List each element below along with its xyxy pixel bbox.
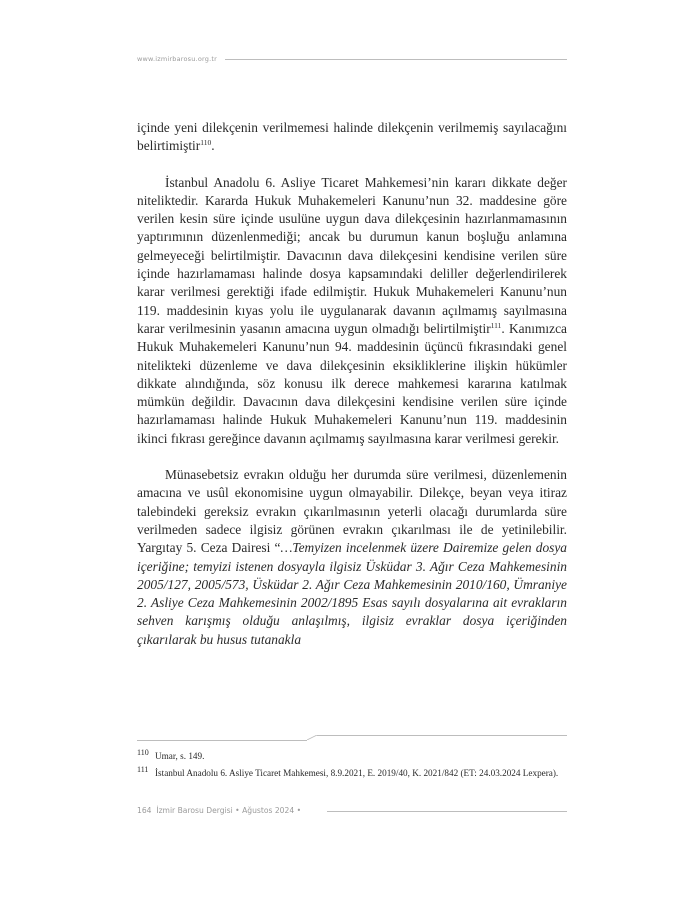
footer-text: 164 İzmir Barosu Dergisi • Ağustos 2024 • [137, 806, 302, 815]
paragraph-tail: . Kanımızca Hukuk Muhakemeleri Kanunu’nun 94. maddesinin üçüncü fıkrasındaki genel nitelikteki düzenleme ve dava dilekçesinin eksikliklerine ilişkin hükümler dikkate alındığında, söz konusu ilk derece mahkemesi kararına katılmak mümkün değildir. Davacının dava dilekçesini kendisine verilen süre içinde hazırlamaması halinde Hukuk Muhakemeleri Kanunu’nun 119. maddesinin ikinci fıkrası gereğince davanın açılmamış sayılmasına karar verilmesi gerekir. [137, 320, 567, 446]
paragraph-tail: . [211, 138, 215, 154]
page-footer [137, 805, 567, 819]
paragraph-2 [137, 174, 567, 448]
footnote-text: İstanbul Anadolu 6. Asliye Ticaret Mahkemesi, 8.9.2021, E. 2019/40, K. 2021/842 (ET: 24.03.2024 Lexpera). [155, 767, 559, 778]
court-quote: …Temyizen incelenmek üzere Dairemize gelen dosya içeriğine; temyizi istenen dosyayla ilgisiz Üsküdar 3. Ağır Ceza Mahkemesinin 2005/127, 2005/573, Üsküdar 2. Ağır Ceza Mahkemesinin 2010/160, Ümraniye 2. Asliye Ceza Mahkemesinin 2002/1895 Esas sayılı dosyalarına ait evrakların sehven karışmış olduğu anlaşılmış, ilgisiz evraklar dosya içeriğinden çıkarılarak bu husus tutanakla [137, 540, 567, 647]
paragraph-text: içinde yeni dilekçenin verilmemesi halinde dilekçenin verilmemiş sayılacağını belirtimiştir [137, 120, 567, 154]
paragraph-text: İstanbul Anadolu 6. Asliye Ticaret Mahkemesi’nin kararı dikkate değer niteliktedir. Kararda Hukuk Muhakemeleri Kanunu’nun 32. maddesine göre verilen kesin süre içinde usulüne uygun dava dilekçesinin hazırlanmamasının yaptırımının düzenlenmediği; ancak bu durumun kanun boşluğu anlamına gelmeyeceği belirtilmiştir. Davacının dava dilekçesini kendisine verilen süre içinde hazırlamaması halinde dosya kapsamındaki deliller değerlendirilerek karar verilmesi gerektiği ifade edilmiştir. Hukuk Muhakemeleri Kanunu’nun 119. maddesinin kıyas yolu ile uygulanarak davanın açılmamış sayılmasına karar verilmesinin yasanın amacına uygun olmadığı belirtilmiştir [137, 174, 567, 336]
paragraph-text: Münasebetsiz evrakın olduğu her durumda süre verilmesi, düzenlemenin amacına ve usûl ekonomisine uygun olmayabilir. Dilekçe, beyan veya itiraz talebindeki gereksiz evrakın çıkarılmasının yeterli olacağı durumlarda süre verilmeden sadece ilgisiz görünen evrakın çıkarılması ile de yetinilebilir. Yargıtay 5. Ceza Dairesi “ [137, 467, 567, 556]
journal-issue: Ağustos 2024 [242, 806, 295, 815]
page-header [137, 53, 567, 67]
footnote-111 [137, 764, 567, 780]
header-url: www.izmirbarosu.org.tr [137, 55, 217, 63]
footnote-separator [137, 735, 567, 745]
body-text [137, 119, 567, 649]
paragraph-1 [137, 119, 567, 156]
footnote-ref-110[interactable]: 110 [200, 138, 212, 148]
footer-rule [327, 811, 567, 812]
journal-title: İzmir Barosu Dergisi [156, 806, 233, 815]
footnote-text: Umar, s. 149. [155, 751, 205, 761]
paragraph-3 [137, 466, 567, 649]
footnote-number: 111 [137, 764, 149, 774]
footnote-number: 110 [137, 748, 149, 757]
separator-slant [307, 735, 317, 740]
footnote-110 [137, 750, 567, 763]
header-rule [225, 59, 567, 60]
footnote-ref-111[interactable]: 111 [490, 320, 502, 330]
page-number: 164 [137, 806, 152, 815]
footnotes [137, 750, 567, 783]
